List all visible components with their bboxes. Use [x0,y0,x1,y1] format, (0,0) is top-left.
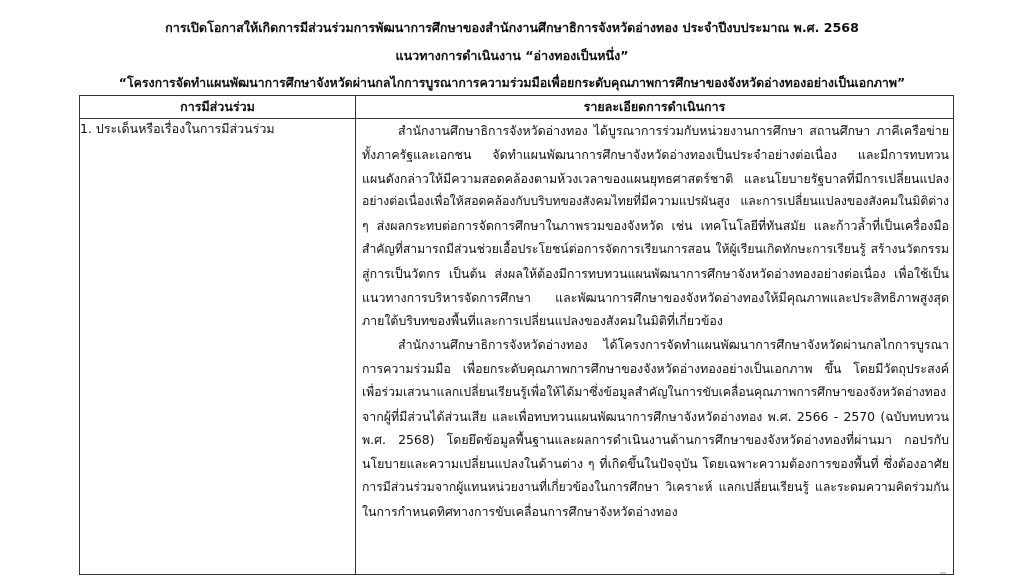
table-row [80,119,954,575]
detail-line: ในการกำหนดทิศทางการขับเคลื่อนการศึกษาจังหวัดอ่างทอง [362,503,678,519]
detail-line: จากผู้ที่มีส่วนได้ส่วนเสีย และเพื่อทบทวนแผนพัฒนาการศึกษาจังหวัดอ่างทอง พ.ศ. 2566 - 2570 (ฉบับทบทวน [362,408,949,424]
detail-line: ภายใต้บริบทของพื้นที่และการเปลี่ยนแปลงของสังคมในมิติที่เกี่ยวข้อง [362,313,723,329]
detail-line: แนวทางการบริหารจัดการศึกษา และพัฒนาการศึกษาของจังหวัดอ่างทองให้มีคุณภาพและประสิทธิภาพสูงสุด [362,289,949,305]
detail-line: สู่การเป็นวัตกร เป็นต้น ส่งผลให้ต้องมีการทบทวนแผนพัฒนาการศึกษาจังหวัดอ่างทองอย่างต่อเนื่อง เพื่อใช้เป็น [362,265,949,281]
page-edge-mark [940,572,946,574]
table-header-row [80,96,954,119]
document-title: การเปิดโอกาสให้เกิดการมีส่วนร่วมการพัฒนาการศึกษาของสำนักงานศึกษาธิการจังหวัดอ่างทอง ประจำปีงบประมาณ พ.ศ. 2568 [165,20,859,35]
detail-line: สำนักงานศึกษาธิการจังหวัดอ่างทอง ได้โครงการจัดทำแผนพัฒนาการศึกษาจังหวัดผ่านกลไกการบูรณา [398,337,949,353]
detail-line: ๆ ส่งผลกระทบต่อการจัดการศึกษาในภาพรวมของจังหวัด เช่น เทคโนโลยีที่ทันสมัย และก้าวล้ำที่เป็นเครื่องมือ [362,218,949,234]
detail-line: การความร่วมมือ เพื่อยกระดับคุณภาพการศึกษาของจังหวัดอ่างทองอย่างเป็นเอกภาพ ขึ้น โดยมีวัตถุประสงค์ [362,360,949,376]
document-subtitle: แนวทางการดำเนินงาน “อ่างทองเป็นหนึ่ง” [395,48,629,63]
detail-line: เพื่อร่วมเสวนาแลกเปลี่ยนเรียนรู้เพื่อให้ได้มาซึ่งข้อมูลสำคัญในการขับเคลื่อนคุณภาพการศึกษาของจังหวัดอ่างทอง [362,384,947,399]
header-details: รายละเอียดการดำเนินการ [356,96,954,119]
detail-line: แผนดังกล่าวให้มีความสอดคล้องตามห้วงเวลาของแผนยุทธศาสตร์ชาติ และนโยบายรัฐบาลที่มีการเปลี่ยนแปลง [362,170,949,186]
detail-line: นโยบายและความเปลี่ยนแปลงในด้านต่าง ๆ ที่เกิดขึ้นในปัจจุบัน โดยเฉพาะความต้องการของพื้นที่ ซึ่งต้องอาศัย [362,456,949,472]
detail-line: ทั้งภาครัฐและเอกชน จัดทำแผนพัฒนาการศึกษาจังหวัดอ่างทองเป็นประจำอย่างต่อเนื่อง และมีการทบทวน [362,146,949,162]
detail-line: พ.ศ. 2568) โดยยึดข้อมูลพื้นฐานและผลการดำเนินงานด้านการศึกษาของจังหวัดอ่างทองที่ผ่านมา กอปรกับ [362,432,949,448]
detail-line: สำคัญที่สามารถมีส่วนช่วยเอื้อประโยชน์ต่อการจัดการเรียนการสอน ให้ผู้เรียนเกิดทักษะการเรียนรู้ สร้างนวัตกรรม [362,241,949,256]
project-title: “โครงการจัดทำแผนพัฒนาการศึกษาจังหวัดผ่านกลไกการบูรณาการความร่วมมือเพื่อยกระดับคุณภาพการศึกษาของจังหวัดอ่างทองอย่างเป็นเอกภาพ” [118,75,906,90]
participation-table [79,95,954,575]
row-topic: 1. ประเด็นหรือเรื่องในการมีส่วนร่วม [80,119,356,575]
row-details [356,119,954,575]
header-participation: การมีส่วนร่วม [80,96,356,119]
detail-line: สำนักงานศึกษาธิการจังหวัดอ่างทอง ได้บูรณาการร่วมกับหน่วยงานการศึกษา สถานศึกษา ภาคีเครือข่าย [398,123,949,138]
detail-line: การมีส่วนร่วมจากผู้แทนหน่วยงานที่เกี่ยวข้องในการศึกษา วิเคราะห์ แลกเปลี่ยนเรียนรู้ และระดมความคิดร่วมกัน [362,479,949,494]
detail-line: อย่างต่อเนื่องเพื่อให้สอดคล้องกับบริบทของสังคมไทยที่มีความแปรผันสูง และการเปลี่ยนแปลงของสังคมในมิติต่าง [362,194,949,209]
